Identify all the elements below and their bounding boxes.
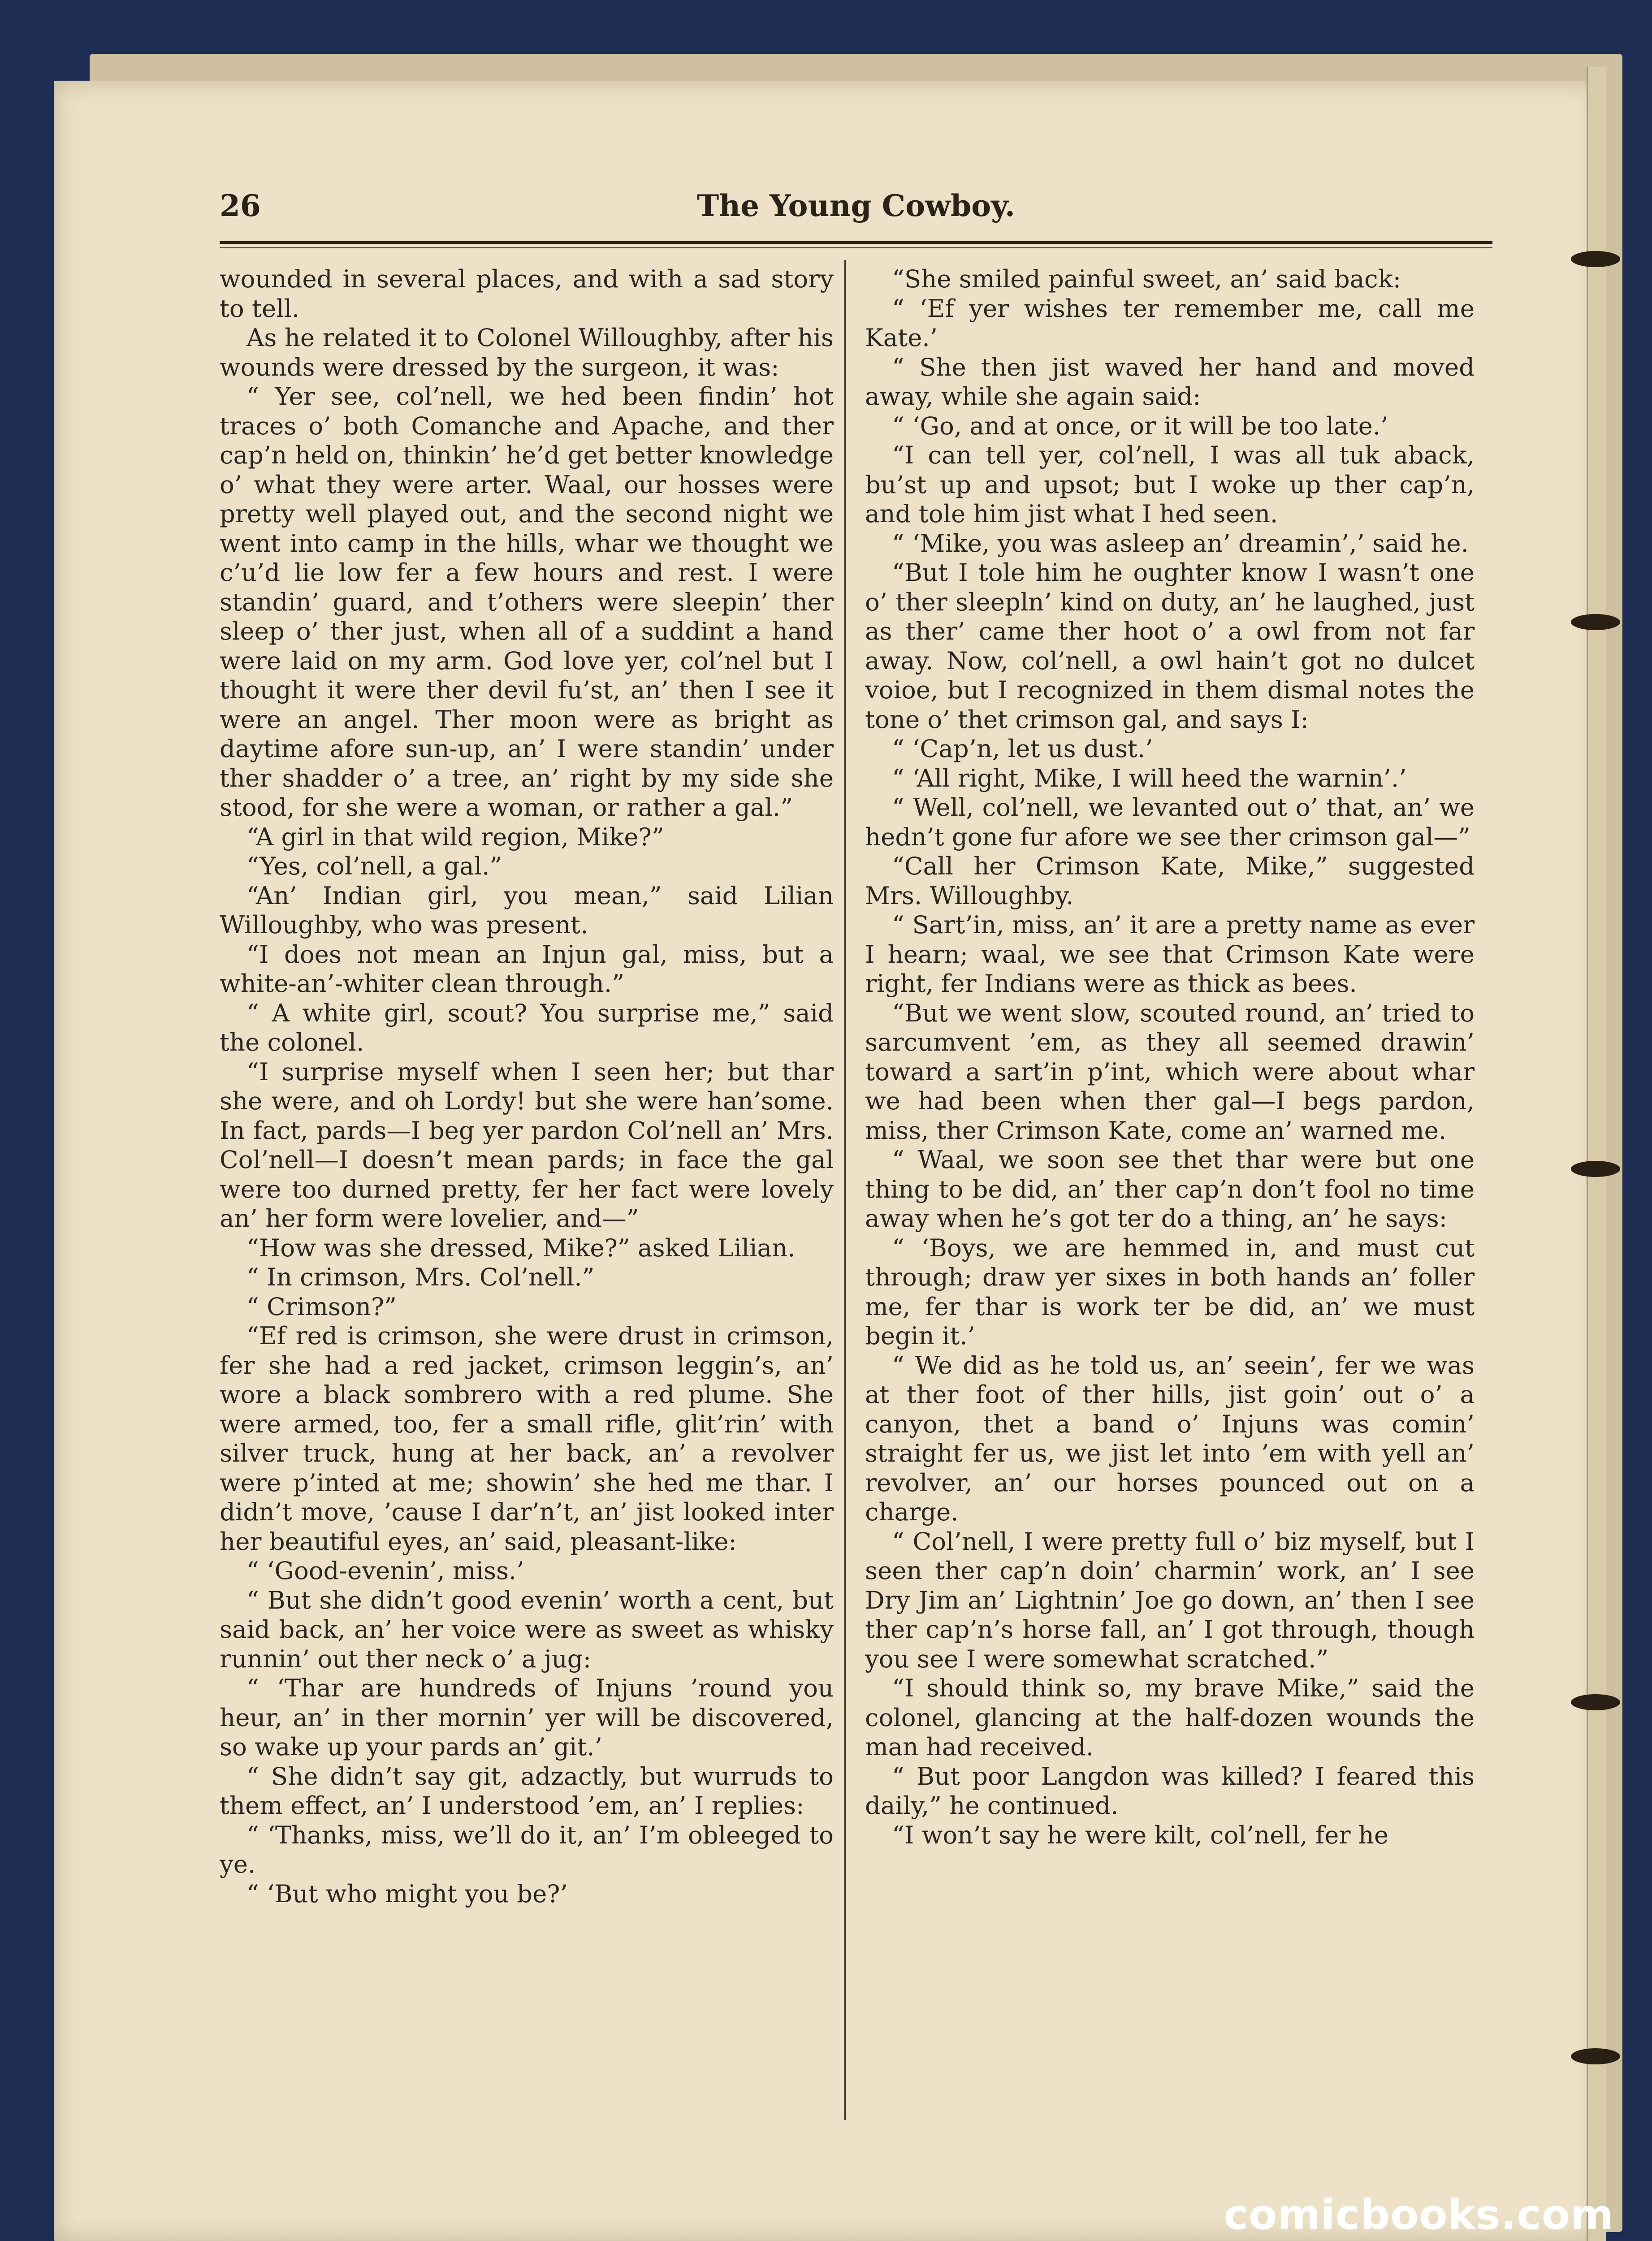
paragraph: “ Col’nell, I were pretty full o’ biz myself, but I seen ther cap’n doin’ charmin’ work, an’ I see Dry Jim an’ Lightnin’ Joe go down, an’ then I see ther cap’n’s horse fall, an’ I got through, though you see I were somewhat scratched.”	[865, 1527, 1475, 1673]
paragraph: “A girl in that wild region, Mike?”	[247, 822, 664, 851]
header-rule-thin	[220, 247, 1492, 248]
paragraph: “ ‘Mike, you was asleep an’ dreamin’,’ said he.	[892, 528, 1469, 558]
left-column	[220, 264, 834, 1908]
paragraph: “I does not mean an Injun gal, miss, but a white-an’-whiter clean through.”	[220, 939, 834, 998]
paragraph: “ A white girl, scout? You surprise me,” said the colonel.	[220, 998, 834, 1056]
paragraph: wounded in several places, and with a sad story to tell.	[220, 264, 834, 323]
binding-stitch	[1571, 1161, 1620, 1177]
paragraph: “ We did as he told us, an’ seein’, fer we was at ther foot of ther hills, jist goin’ out o’ a canyon, thet a band o’ Injuns was comin’ straight fer us, we jist let into ’em with yell an’ revolver, an’ our horses pounced out on a charge.	[865, 1350, 1475, 1526]
watermark: comicbooks.com	[1224, 2191, 1614, 2239]
paragraph: “I won’t say he were kilt, col’nell, fer he	[892, 1820, 1389, 1849]
paragraph: “ ‘Thanks, miss, we’ll do it, an’ I’m obleeged to ye.	[220, 1820, 834, 1878]
paragraph: “But I tole him he oughter know I wasn’t one o’ ther sleepln’ kind on duty, an’ he laughed, just as ther’ came ther hoot o’ a owl from not far away. Now, col’nell, a owl hain’t got no dulcet voioe, but I recognized in them dismal notes the tone o’ thet crimson gal, and says I:	[865, 558, 1475, 734]
paragraph: “ ‘Cap’n, let us dust.’	[892, 734, 1153, 763]
paragraph: “ Well, col’nell, we levanted out o’ that, an’ we hedn’t gone fur afore we see ther crimson gal—”	[865, 793, 1475, 851]
paragraph: “ ‘Ef yer wishes ter remember me, call me Kate.’	[865, 294, 1475, 352]
paragraph: “Yes, col’nell, a gal.”	[247, 852, 502, 880]
paragraph: “How was she dressed, Mike?” asked Lilian.	[247, 1233, 796, 1262]
right-column	[865, 264, 1475, 1850]
paragraph: “ In crimson, Mrs. Col’nell.”	[247, 1263, 595, 1291]
paragraph: “ Waal, we soon see thet thar were but one thing to be did, an’ ther cap’n don’t fool no time away when he’s got ter do a thing, an’ he says:	[865, 1145, 1475, 1233]
paragraph: “I surprise myself when I seen her; but thar she were, and oh Lordy! but she were han’some. In fact, pards—I beg yer pardon Col’nell an’ Mrs. Col’nell—I doesn’t mean pards; in face the gal were too durned pretty, fer her fact were lovely an’ her form were lovelier, and—”	[220, 1057, 834, 1233]
paragraph: “ ‘All right, Mike, I will heed the warnin’.’	[892, 763, 1407, 792]
paragraph: “ But poor Langdon was killed? I feared this daily,” he continued.	[865, 1761, 1475, 1820]
paragraph: “ ‘Good-evenin’, miss.’	[247, 1556, 524, 1585]
paragraph: “I should think so, my brave Mike,” said the colonel, glancing at the half-dozen wounds the man had received.	[865, 1674, 1475, 1761]
column-divider	[844, 260, 846, 2120]
binding-stitch	[1571, 1694, 1620, 1710]
paragraph: “ ‘Boys, we are hemmed in, and must cut through; draw yer sixes in both hands an’ foller me, fer thar is work ter be did, an’ we must begin it.’	[865, 1233, 1475, 1350]
paragraph: “An’ Indian girl, you mean,” said Lilian Willoughby, who was present.	[220, 881, 834, 939]
paragraph: As he related it to Colonel Willoughby, after his wounds were dressed by the surgeon, it was:	[220, 323, 834, 381]
binding-stitch	[1571, 614, 1620, 630]
running-title: The Young Cowboy.	[697, 188, 1015, 223]
paragraph: “ But she didn’t good evenin’ worth a cent, but said back, an’ her voice were as sweet as whisky runnin’ out ther neck o’ a jug:	[220, 1585, 834, 1673]
page-header	[220, 188, 1492, 229]
paragraph: “ She didn’t say git, adzactly, but wurruds to them effect, an’ I understood ’em, an’ I replies:	[220, 1761, 834, 1820]
paragraph: “ ‘But who might you be?’	[247, 1879, 568, 1908]
paragraph: “Call her Crimson Kate, Mike,” suggested Mrs. Willoughby.	[865, 852, 1475, 910]
paragraph: “Ef red is crimson, she were drust in crimson, fer she had a red jacket, crimson leggin’s, an’ wore a black sombrero with a red plume. She were armed, too, fer a small rifle, glit’rin’ with silver truck, hung at her back, an’ a revolver were p’inted at me; showin’ she hed me thar. I didn’t move, ’cause I dar’n’t, an’ jist looked inter her beautiful eyes, an’ said, pleasant-like:	[220, 1321, 834, 1556]
paragraph: “ Sart’in, miss, an’ it are a pretty name as ever I hearn; waal, we see that Crimson Kate were right, fer Indians were as thick as bees.	[865, 910, 1475, 998]
paragraph: “ She then jist waved her hand and moved away, while she again said:	[865, 352, 1475, 411]
paragraph: “ ‘Thar are hundreds of Injuns ’round you heur, an’ in ther mornin’ yer will be discovered, so wake up your pards an’ git.’	[220, 1674, 834, 1761]
page-number: 26	[220, 188, 261, 223]
paragraph: “But we went slow, scouted round, an’ tried to sarcumvent ’em, as they all seemed drawin’ toward a sart’in p’int, which were about whar we had been when ther gal—I begs pardon, miss, ther Crimson Kate, come an’ warned me.	[865, 998, 1475, 1145]
page-binding	[1587, 67, 1606, 2241]
paragraph: “ ‘Go, and at once, or it will be too late.’	[892, 411, 1388, 440]
paragraph: “She smiled painful sweet, an’ said back:	[892, 264, 1401, 293]
paragraph: “ Crimson?”	[247, 1292, 397, 1321]
paragraph: “I can tell yer, col’nell, I was all tuk aback, bu’st up and upsot; but I woke up ther cap’n, and tole him jist what I hed seen.	[865, 441, 1475, 528]
paragraph: “ Yer see, col’nell, we hed been findin’ hot traces o’ both Comanche and Apache, and ther cap’n held on, thinkin’ he’d get better knowledge o’ what they were arter. Waal, our hosses were pretty well played out, and the second night we went into camp in the hills, whar we thought we c’u’d lie low fer a few hours and rest. I were standin’ guard, and t’others were sleepin’ ther sleep o’ ther just, when all of a suddint a hand were laid on my arm. God love yer, col’nel but I thought it were ther devil fu’st, an’ then I see it were an angel. Ther moon were as bright as daytime afore sun-up, an’ I were standin’ under ther shadder o’ a tree, an’ right by my side she stood, for she were a woman, or rather a gal.”	[220, 382, 834, 822]
header-rule	[220, 241, 1492, 244]
binding-stitch	[1571, 2048, 1620, 2064]
binding-stitch	[1571, 251, 1620, 267]
